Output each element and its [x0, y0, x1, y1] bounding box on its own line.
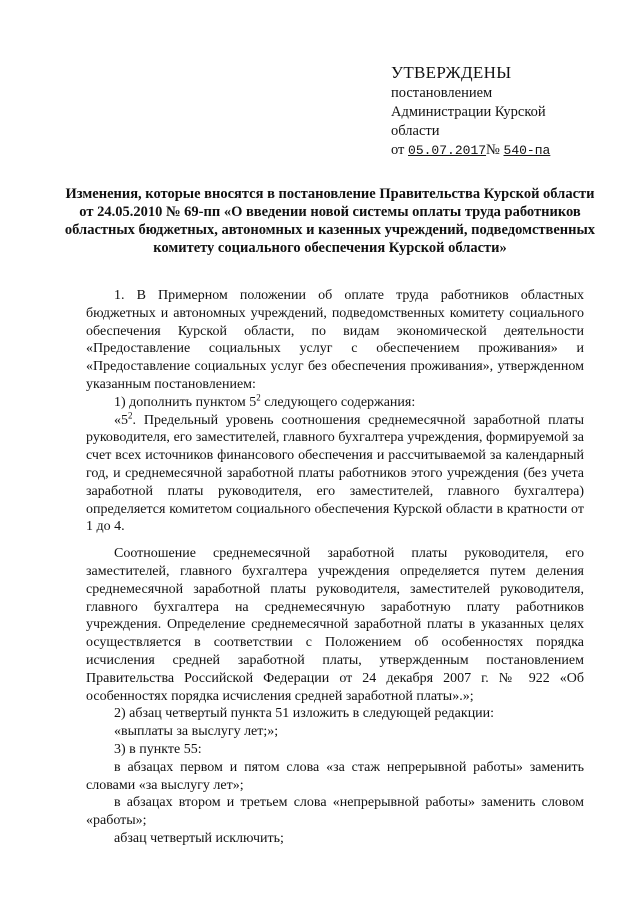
paragraph: в абзацах первом и пятом слова «за стаж непрерывной работы» заменить словами «за выслугу лет»;	[86, 759, 584, 793]
approval-stamp	[391, 62, 621, 160]
approval-line: постановлением	[391, 85, 493, 101]
date-prefix: от	[391, 142, 405, 158]
approval-heading: УТВЕРЖДЕНЫ	[391, 63, 512, 82]
number-sign: №	[486, 142, 500, 158]
paragraph: 1. В Примерном положении об оплате труда работников областных бюджетных и автономных учреждений, подведомственных комитету социального обеспечения Курской области, по видам экономической деятельности «Предоставление социальных услуг с обеспечением проживания» и «Предоставление социальных услуг без обеспечения проживания», утвержденном указанным постановлением:	[86, 288, 584, 392]
paragraph: 2) абзац четвертый пункта 51 изложить в следующей редакции:	[114, 706, 495, 722]
paragraph: Соотношение среднемесячной заработной платы руководителя, его заместителей, главного бухгалтера учреждения определяется путем деления среднемесячной заработной платы руководителя, заместителей руководителя, главного бухгалтера на среднемесячную заработную плату работников учреждения. Определение среднемесячной заработной платы в указанных целях осуществляется в соответствии с Положением об особенностях порядка исчисления средней заработной платы, утвержденным постановлением Правительства Российской Федерации от 24 декабря 2007 г. № 922 «Об особенностях порядка исчисления средней заработной платы».»;	[86, 546, 584, 704]
document-title: Изменения, которые вносятся в постановление Правительства Курской области от 24.05.2010 № 69-пп «О введении новой системы оплаты труда работников областных бюджетных, автономных и казенных учреждений, подведомственных комитету социального обеспечения Курской области»	[64, 186, 596, 256]
paragraph: 1) дополнить пунктом $5^2$ следующего содержания:	[114, 392, 416, 410]
paragraph: «выплаты за выслугу лет;»;	[114, 724, 279, 740]
approval-date: 05.07.2017	[408, 143, 487, 158]
paragraph: «$5^2$. Предельный уровень соотношения среднемесячной заработной платы руководителя, его заместителей, главного бухгалтера учреждения, формируемой за счет всех источников финансового обеспечения и рассчитываемой за календарный год, и среднемесячной заработной платы работников этого учреждения (без учета заработной платы руководителя, его заместителей, главного бухгалтера) определяется комитетом социального обеспечения Курской области в кратности от 1 до 4.	[86, 409, 584, 535]
document-body	[86, 287, 584, 848]
paragraph: абзац четвертый исключить;	[114, 830, 284, 846]
paragraph: 3) в пункте 55:	[114, 741, 202, 757]
paragraph: в абзацах втором и третьем слова «непрерывной работы» заменить словом «работы»;	[86, 795, 584, 829]
approval-date-line	[391, 141, 621, 160]
approval-line: Администрации Курской	[391, 104, 546, 120]
approval-number: 540-па	[503, 143, 551, 158]
approval-line: области	[391, 123, 440, 139]
